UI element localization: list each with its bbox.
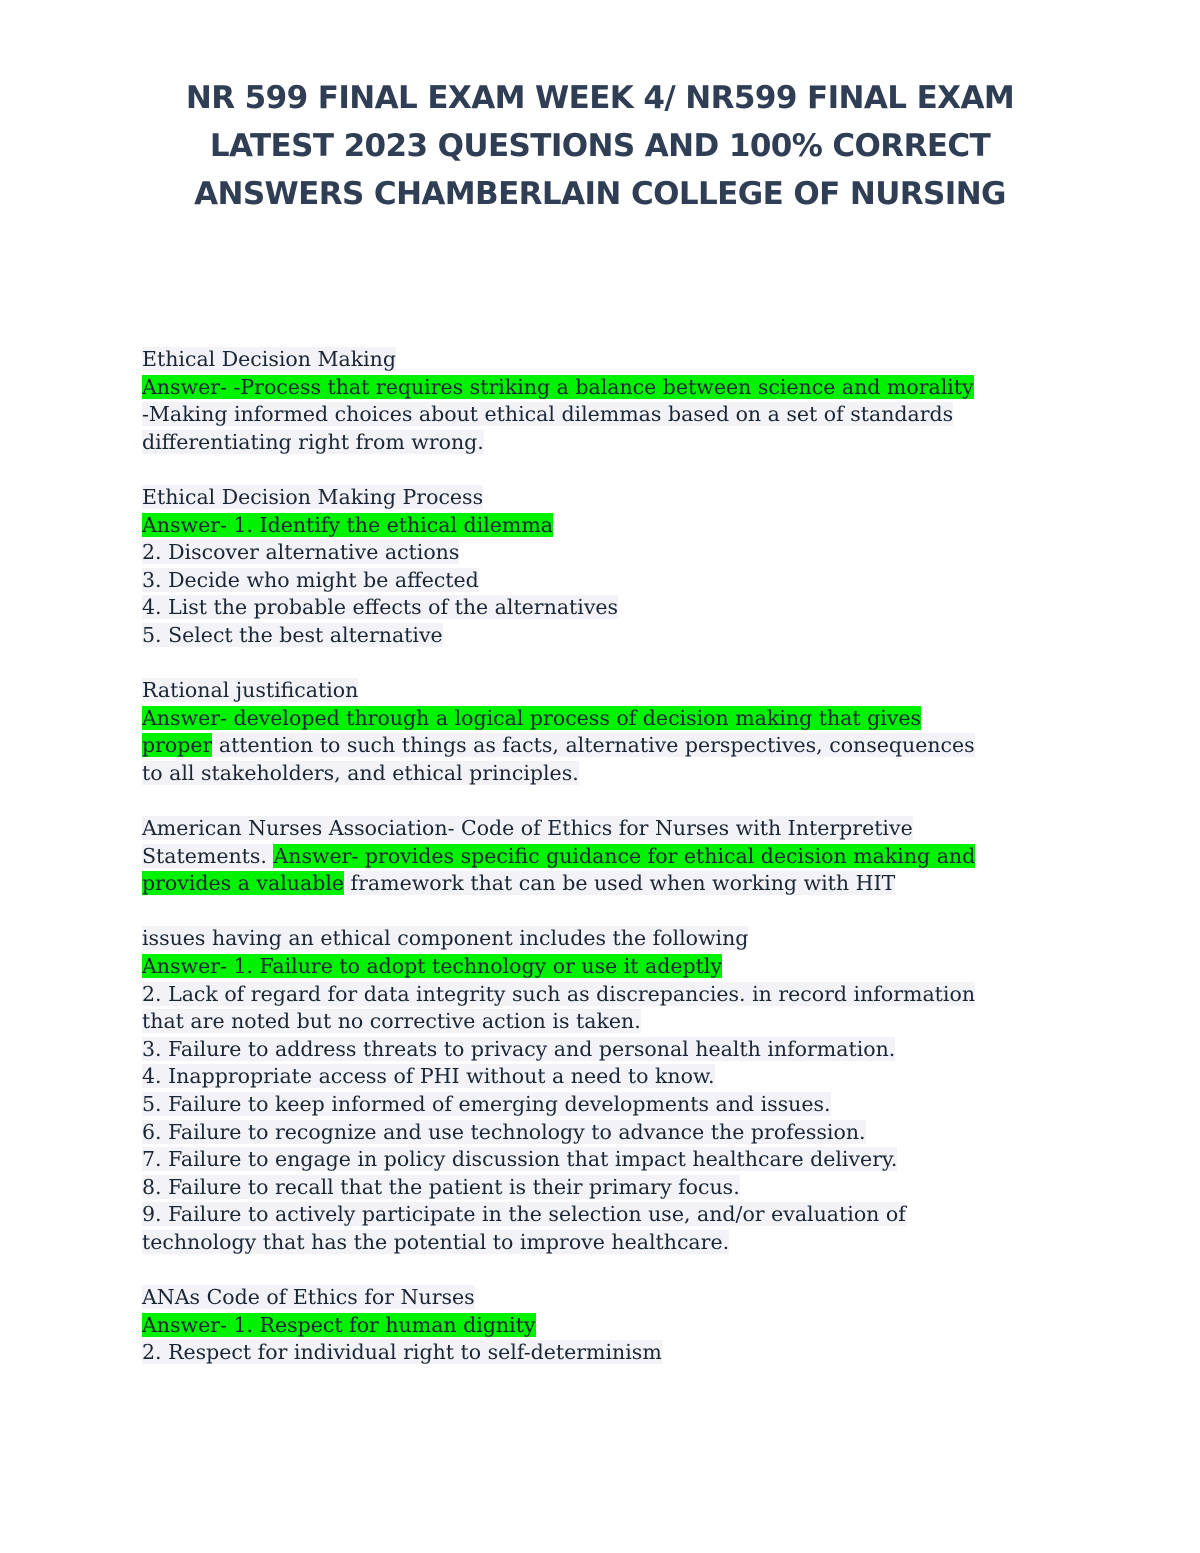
answer-line: provides a valuable framework that can be used when working with HIT xyxy=(142,871,896,896)
answer-line: to all stakeholders, and ethical principles. xyxy=(142,760,579,785)
question-text: Ethical Decision Making Process xyxy=(142,484,484,509)
qa-section-ana-code-of-ethics xyxy=(142,1284,1072,1367)
question-text: American Nurses Association- Code of Ethics for Nurses with Interpretive xyxy=(142,816,913,841)
title-line-1: NR 599 FINAL EXAM WEEK 4/ NR599 FINAL EXAM xyxy=(185,80,1015,116)
answer-line: 3. Failure to address threats to privacy and personal health information. xyxy=(142,1036,896,1061)
answer-line: -Making informed choices about ethical dilemmas based on a set of standards xyxy=(142,402,954,427)
question-text: Rational justification xyxy=(142,678,359,703)
answer-highlighted: Answer- 1. Identify the ethical dilemma xyxy=(142,512,554,537)
title-line-2: LATEST 2023 QUESTIONS AND 100% CORRECT xyxy=(209,128,991,164)
answer-highlighted: Answer- developed through a logical process of decision making that gives xyxy=(142,705,922,730)
question-text: issues having an ethical component includes the following xyxy=(142,926,749,951)
answer-line: 2. Discover alternative actions xyxy=(142,540,460,565)
answer-line: 5. Failure to keep informed of emerging developments and issues. xyxy=(142,1092,831,1117)
qa-section-ana-code-interpretive xyxy=(142,815,1072,898)
answer-line: 5. Select the best alternative xyxy=(142,622,443,647)
answer-line: 2. Lack of regard for data integrity such as discrepancies. in record information xyxy=(142,981,976,1006)
question-text: Ethical Decision Making xyxy=(142,347,396,371)
title-line-3: ANSWERS CHAMBERLAIN COLLEGE OF NURSING xyxy=(194,176,1006,212)
answer-highlighted: Statements. Answer- provides specific guidance for ethical decision making and xyxy=(142,843,976,868)
qa-section-decision-making-process xyxy=(142,484,1072,650)
answer-line: 6. Failure to recognize and use technology to advance the profession. xyxy=(142,1119,866,1144)
answer-line: 7. Failure to engage in policy discussion that impact healthcare delivery. xyxy=(142,1147,898,1172)
answer-line: differentiating right from wrong. xyxy=(142,429,484,454)
answer-line: that are noted but no corrective action is taken. xyxy=(142,1009,641,1034)
question-text: ANAs Code of Ethics for Nurses xyxy=(142,1285,475,1310)
answer-highlighted: Answer- -Process that requires striking a balance between science and morality xyxy=(142,374,974,399)
answer-line: 8. Failure to recall that the patient is their primary focus. xyxy=(142,1174,740,1199)
document-title xyxy=(100,74,1100,218)
qa-section-ethical-component-issues xyxy=(142,925,1072,1256)
answer-line: 9. Failure to actively participate in the selection use, and/or evaluation of xyxy=(142,1202,906,1227)
answer-highlighted: Answer- 1. Respect for human dignity xyxy=(142,1312,536,1337)
qa-section-rational-justification xyxy=(142,677,1072,787)
qa-section-ethical-decision-making xyxy=(142,346,1072,456)
document-body xyxy=(142,346,1072,1367)
answer-line: proper attention to such things as facts, alternative perspectives, consequences xyxy=(142,733,975,758)
answer-line: technology that has the potential to improve healthcare. xyxy=(142,1230,730,1254)
answer-line: 2. Respect for individual right to self-determinism xyxy=(142,1340,662,1365)
answer-line: 3. Decide who might be affected xyxy=(142,567,479,592)
answer-line: 4. Inappropriate access of PHI without a need to know. xyxy=(142,1064,715,1089)
answer-highlighted: Answer- 1. Failure to adopt technology or use it adeptly xyxy=(142,954,723,979)
answer-line: 4. List the probable effects of the alternatives xyxy=(142,595,619,620)
